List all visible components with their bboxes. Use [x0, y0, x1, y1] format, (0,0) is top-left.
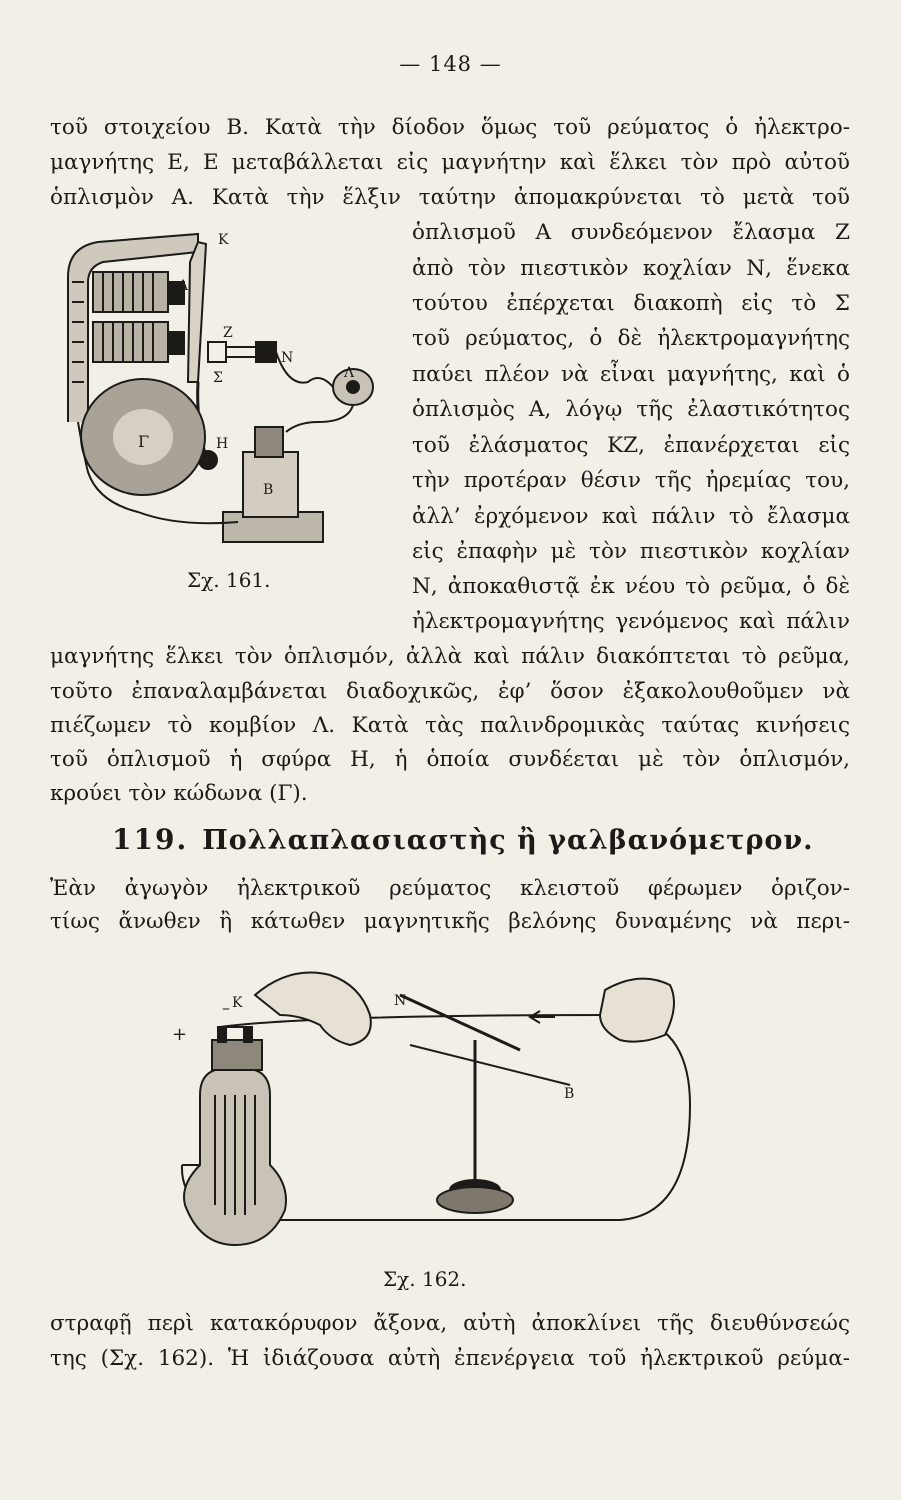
text-line: τίως ἄνωθεν ἢ κάτωθεν μαγνητικῆς βελόνης δυναμένης νὰ περι-	[50, 909, 850, 934]
label-B: B	[564, 1086, 575, 1102]
text-line: τοῦ ἐλάσματος ΚΖ, ἐπανέρχεται εἰς	[412, 433, 850, 458]
figure-162-caption: Σχ. 162.	[383, 1267, 467, 1291]
label-Lambda: Λ	[344, 365, 355, 381]
figure-161-electric-bell	[58, 222, 408, 562]
text-line: τούτου ἐπέρχεται διακοπὴ εἰς τὸ Σ	[412, 291, 850, 316]
text-line: τὴν προτέραν θέσιν τῆς ἠρεμίας του,	[412, 468, 850, 493]
text-line: τοῦ στοιχείου Β. Κατὰ τὴν δίοδον ὅμως τοῦ ρεύματος ὁ ἠλεκτρο-	[50, 115, 850, 140]
label-Sigma: Σ	[213, 370, 223, 386]
text-line: της (Σχ. 162). Ἡ ἰδιάζουσα αὐτὴ ἐπενέργεια τοῦ ἠλεκτρικοῦ ρεύμα-	[50, 1346, 850, 1371]
page-number: — 148 —	[399, 52, 502, 76]
section-heading	[112, 823, 814, 856]
text-line: τοῦ ὁπλισμοῦ ἡ σφύρα Η, ἡ ὁποία συνδέεται μὲ τὸν ὁπλισμόν,	[50, 747, 850, 772]
label-K: Κ	[218, 232, 229, 248]
label-Beta: Β	[263, 482, 274, 498]
label-Z: Ζ	[223, 325, 233, 341]
text-line: ἀλλ’ ἐρχόμενον καὶ πάλιν τὸ ἔλασμα	[412, 504, 850, 529]
text-line: εἰς ἐπαφὴν μὲ τὸν πιεστικὸν κοχλίαν	[412, 539, 850, 564]
text-line: κρούει τὸν κώδωνα (Γ).	[50, 781, 308, 806]
text-line: ἠλεκτρομαγνήτης γενόμενος καὶ πάλιν	[412, 609, 850, 634]
text-line: τοῦ ρεύματος, ὁ δὲ ἠλεκτρομαγνήτης	[412, 326, 850, 351]
text-line: Ἐὰν ἀγωγὸν ἠλεκτρικοῦ ρεύματος κλειστοῦ φέρωμεν ὁριζον-	[50, 876, 850, 901]
label-A: Α	[178, 278, 189, 294]
text-line: ὁπλισμὸν Α. Κατὰ τὴν ἕλξιν ταύτην ἀπομακρύνεται τὸ μετὰ τοῦ	[50, 185, 850, 210]
text-line: μαγνήτης Ε, Ε μεταβάλλεται εἰς μαγνήτην καὶ ἕλκει τὸν πρὸ αὐτοῦ	[50, 150, 850, 175]
label-Eta: Η	[216, 436, 229, 452]
label-minus: –	[222, 998, 230, 1017]
label-plus: +	[172, 1024, 188, 1045]
label-Gamma: Γ	[138, 432, 150, 451]
text-line: ἀπὸ τὸν πιεστικὸν κοχλίαν Ν, ἕνεκα	[412, 256, 850, 281]
text-line: πιέζωμεν τὸ κομβίον Λ. Κατὰ τὰς παλινδρομικὰς ταύτας κινήσεις	[50, 713, 850, 738]
text-line: ὁπλισμοῦ Α συνδεόμενον ἔλασμα Ζ	[412, 220, 850, 245]
label-K: Κ	[232, 995, 243, 1011]
text-line: ὁπλισμὸς Α, λόγῳ τῆς ἐλαστικότητος	[412, 397, 850, 422]
text-line: παύει πλέον νὰ εἶναι μαγνήτης, καὶ ὁ	[412, 362, 850, 387]
text-line: τοῦτο ἐπαναλαμβάνεται διαδοχικῶς, ἐφ’ ὅσον ἐξακολουθοῦμεν νὰ	[50, 679, 850, 704]
text-line: μαγνήτης ἕλκει τὸν ὁπλισμόν, ἀλλὰ καὶ πάλιν διακόπτεται τὸ ρεῦμα,	[50, 644, 850, 669]
figure-162-galvanometer	[160, 945, 720, 1275]
text-line: Ν, ἀποκαθιστᾷ ἐκ νέου τὸ ρεῦμα, ὁ δὲ	[412, 574, 850, 599]
label-N: N	[394, 993, 407, 1009]
figure-161-caption: Σχ. 161.	[187, 568, 271, 592]
section-title: Πολλαπλασιαστὴς ἢ γαλβανόμετρον.	[202, 825, 814, 856]
label-N: Ν	[281, 350, 294, 366]
section-number: 119.	[112, 823, 189, 856]
text-line: στραφῇ περὶ κατακόρυφον ἄξονα, αὐτὴ ἀποκλίνει τῆς διευθύνσεώς	[50, 1311, 850, 1336]
